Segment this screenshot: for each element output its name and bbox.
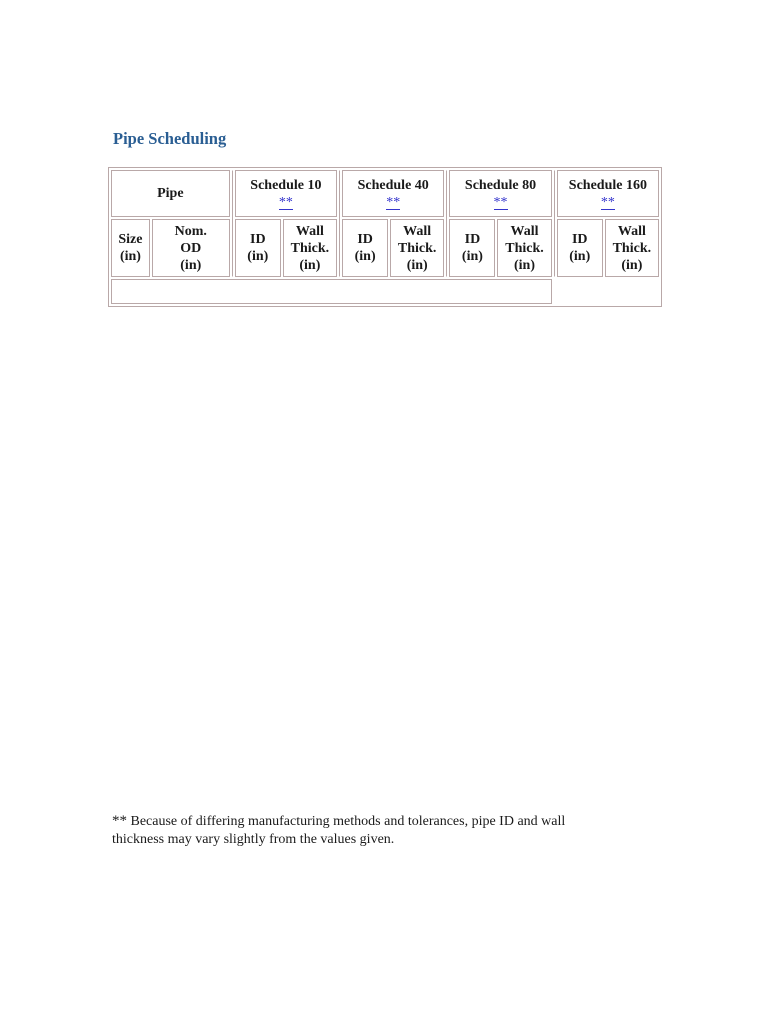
wall-header-line: Thick.	[290, 240, 330, 256]
od-column-header	[152, 219, 230, 277]
id-header-unit: (in)	[354, 249, 376, 264]
wall-header-unit: (in)	[514, 257, 535, 273]
schedule-10-note-link[interactable]: **	[278, 194, 293, 210]
s10-wall-header	[283, 219, 337, 277]
wall-header-line: Wall	[295, 223, 324, 239]
s10-id-header	[235, 219, 281, 277]
spacer-cell-blank	[554, 279, 659, 304]
schedule-80-label: Schedule 80	[464, 177, 537, 193]
wall-header-line: Thick.	[397, 240, 437, 256]
wall-header-line: Thick.	[612, 240, 652, 256]
schedule-160-header	[557, 170, 659, 217]
id-header-unit: (in)	[247, 249, 269, 264]
schedule-80-note-link[interactable]: **	[493, 194, 508, 210]
id-header-line: ID	[571, 232, 588, 247]
spacer-cell	[111, 279, 552, 304]
column-spacer	[232, 170, 233, 277]
schedule-40-note-link[interactable]: **	[386, 194, 401, 210]
wall-header-unit: (in)	[299, 257, 321, 273]
footnote	[112, 812, 612, 849]
id-header-line: ID	[250, 232, 266, 247]
table-body	[111, 170, 659, 304]
header-row-groups	[111, 170, 659, 217]
page-title: Pipe Scheduling	[113, 129, 227, 148]
schedule-160-label: Schedule 160	[568, 177, 647, 193]
schedule-40-header	[342, 170, 444, 217]
schedule-10-label: Schedule 10	[250, 177, 322, 193]
s80-id-header	[449, 219, 495, 277]
size-header-line: Size	[118, 232, 143, 247]
id-header-unit: (in)	[569, 249, 591, 264]
wall-header-line: Thick.	[505, 240, 544, 256]
s160-id-header	[557, 219, 603, 277]
size-header-unit: (in)	[119, 249, 141, 264]
id-header-unit: (in)	[461, 249, 483, 264]
s40-wall-header	[390, 219, 444, 277]
pipe-schedule-table	[108, 167, 662, 307]
id-header-line: ID	[464, 232, 481, 247]
footnote-marker: **	[112, 813, 127, 829]
column-spacer	[554, 170, 555, 277]
header-row-columns	[111, 219, 659, 277]
id-header-line: ID	[357, 232, 373, 247]
footnote-text: Because of differing manufacturing methods and tolerances, pipe ID and wall thickness may vary slightly from the values given.	[112, 814, 566, 847]
column-spacer	[339, 170, 340, 277]
wall-header-line: Wall	[617, 223, 646, 239]
wall-header-line: Wall	[510, 223, 539, 239]
s80-wall-header	[497, 219, 551, 277]
od-header-unit: (in)	[180, 257, 202, 273]
spacer-row	[111, 279, 659, 304]
wall-header-unit: (in)	[406, 257, 428, 273]
od-header-line: Nom.	[174, 223, 207, 239]
schedule-40-label: Schedule 40	[357, 177, 429, 193]
wall-header-line: Wall	[403, 223, 432, 239]
size-column-header	[111, 219, 150, 277]
schedule-160-note-link[interactable]: **	[600, 194, 615, 210]
wall-header-unit: (in)	[621, 257, 643, 273]
od-header-line: OD	[180, 240, 202, 256]
schedule-80-header	[449, 170, 551, 217]
s40-id-header	[342, 219, 388, 277]
column-spacer	[446, 170, 447, 277]
schedule-10-header	[235, 170, 337, 217]
pipe-header: Pipe	[111, 170, 230, 217]
s160-wall-header	[605, 219, 659, 277]
